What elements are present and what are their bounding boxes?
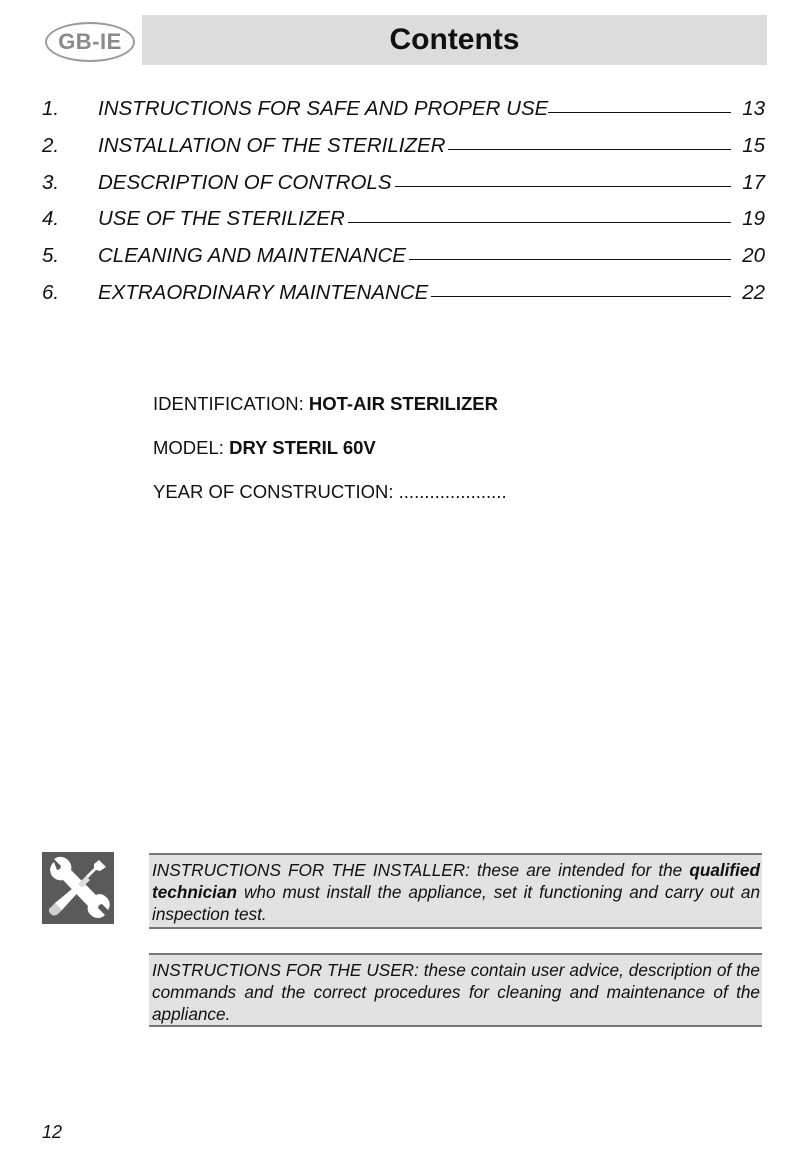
- toc-entry[interactable]: [42, 281, 765, 318]
- toc-entry[interactable]: [42, 97, 765, 134]
- toc-leader: [548, 112, 731, 113]
- toc-entry[interactable]: [42, 171, 765, 208]
- user-instructions-box: [149, 953, 762, 1027]
- year-line: [153, 481, 507, 503]
- toc-leader: [348, 222, 731, 223]
- toc-title: INSTRUCTIONS FOR SAFE AND PROPER USE: [98, 97, 549, 120]
- model-line: [153, 437, 507, 459]
- toc-number: 6.: [42, 280, 60, 304]
- page-number: 12: [42, 1122, 63, 1142]
- title-bar: [142, 15, 767, 65]
- toc-number: 4.: [42, 207, 60, 231]
- page-title: Contents: [389, 23, 520, 56]
- identification-value: HOT-AIR STERILIZER: [308, 393, 499, 414]
- table-of-contents: [42, 97, 765, 318]
- toc-page: 15: [742, 133, 765, 157]
- toc-page: 19: [742, 207, 765, 231]
- toc-title: DESCRIPTION OF CONTROLS: [98, 170, 392, 194]
- toc-title: INSTALLATION OF THE STERILIZER: [98, 133, 446, 157]
- toc-leader: [409, 259, 731, 260]
- installer-text-bold: qualified technician: [152, 860, 760, 902]
- toc-leader: [395, 186, 732, 187]
- user-text: INSTRUCTIONS FOR THE USER: these contain user advice, description of the commands and the correct procedures for cleaning and maintenance of the appliance.: [152, 960, 760, 1024]
- toc-page: 17: [742, 170, 765, 194]
- toc-page: 13: [742, 97, 765, 120]
- year-label: YEAR OF CONSTRUCTION:: [153, 481, 399, 502]
- year-value: .....................: [398, 481, 507, 502]
- wrench-screwdriver-icon: [42, 852, 114, 924]
- identification-label: IDENTIFICATION:: [153, 393, 309, 414]
- toc-title: CLEANING AND MAINTENANCE: [98, 244, 406, 268]
- toc-title: USE OF THE STERILIZER: [98, 207, 345, 231]
- toc-leader: [431, 296, 731, 297]
- toc-number: 1.: [42, 97, 60, 120]
- identification-block: [153, 393, 507, 525]
- installer-instructions-box: [149, 853, 762, 929]
- toc-entry[interactable]: [42, 244, 765, 281]
- model-label: MODEL:: [153, 437, 230, 458]
- toc-number: 3.: [42, 170, 60, 194]
- toc-number: 2.: [42, 133, 60, 157]
- toc-title: EXTRAORDINARY MAINTENANCE: [98, 280, 429, 304]
- model-value: DRY STERIL 60V: [229, 437, 376, 458]
- language-badge-label: GB-IE: [58, 29, 122, 54]
- language-badge: [45, 22, 135, 62]
- installer-text-end: who must install the appliance, set it functioning and carry out an inspection test.: [152, 882, 760, 924]
- toc-page: 20: [742, 244, 765, 268]
- toc-number: 5.: [42, 244, 60, 268]
- toc-entry[interactable]: [42, 207, 765, 244]
- toc-leader: [448, 149, 731, 150]
- toc-page: 22: [742, 280, 765, 304]
- toc-entry[interactable]: [42, 134, 765, 171]
- installer-text-start: INSTRUCTIONS FOR THE INSTALLER: these are intended for the: [152, 860, 690, 880]
- identification-line: [153, 393, 507, 415]
